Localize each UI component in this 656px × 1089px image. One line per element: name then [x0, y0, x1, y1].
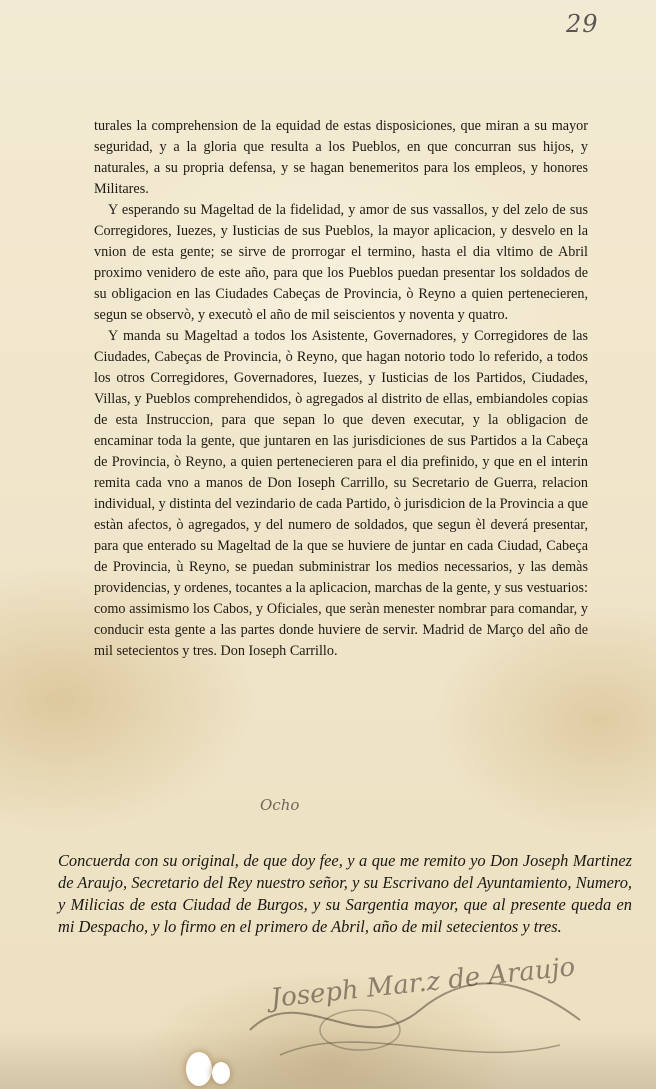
- body-text: [94, 116, 588, 662]
- page-number: 29: [566, 10, 599, 38]
- certification-text: Concuerda con su original, de que doy fee, y a que me remito yo Don Joseph Martinez de Araujo, Secretario del Rey nuestro señor, y su Escrivano del Ayuntamiento, Numero, y Milicias de esta Ciudad de Burgos, y su Sargentia mayor, que al presente queda en mi Despacho, y lo firmo en el primero de Abril, año de mil setecientos y tres.: [58, 851, 632, 936]
- paragraph-2: Y esperando su Mageltad de la fidelidad, y amor de sus vassallos, y del zelo de sus Corregidores, Iuezes, y Iusticias de sus Pueblos, la mayor aplicacion, y desvelo en la vnion de esta gente; se sirve de prorrogar el termino, hasta el dia vltimo de Abril proximo venidero de este año, para que los Pueblos puedan presentar los soldados de su obligacion en las Ciudades Cabeças de Provincia, ò Reyno a quien pertenecieren, segun se observò, y executò el año de mil seiscientos y noventa y quatro.: [94, 202, 588, 323]
- paper-hole-2: [212, 1062, 230, 1084]
- paragraph-3: Y manda su Mageltad a todos los Asistente, Governadores, y Corregidores de las Ciudades, Cabeças de Provincia, ò Reyno, que hagan notorio todo lo referido, a todos los otros Corregidores, Governadores, Iuezes, y Iusticias de los Partidos, Ciudades, Villas, y Pueblos comprehendidos, ò agregados al distrito de ellas, embiandoles copias de esta Instruccion, para que sepan lo que deven executar, y la obligacion de encaminar toda la gente, que juntaren en las jurisdiciones de sus Partidos a la Cabeça de Provincia, ò Reyno, a quien pertenecieren para el dia prefinido, y que en el interin remita cada vno a manos de Don Ioseph Carrillo, su Secretario de Guerra, relacion individual, y distinta del vezindario de cada Partido, ò jurisdicion de la Provincia a que estàn afectos, ò agregados, y del numero de soldados, que segun èl deverá presentar, para que enterado su Mageltad de la que se huviere de juntar en cada Ciudad, Cabeça de Provincia, ù Reyno, se puedan subministrar los medios necessarios, y las demàs providencias, y ordenes, tocantes a la aplicacion, marchas de la gente, y sus vestuarios: como assimismo los Cabos, y Oficiales, que seràn menester nombrar para comandar, y conducir esta gente a las partes donde huviere de servir. Madrid de Março del año de mil setecientos y tres. Don Ioseph Carrillo.: [94, 328, 588, 659]
- paragraph-1: turales la comprehension de la equidad de estas disposiciones, que miran a su mayor seguridad, y a la gloria que resulta a los Pueblos, en que concurran sus hijos, y naturales, a su propria defensa, y se hagan benemeritos para los empleos, y honores Militares.: [94, 118, 588, 197]
- paper-hole-1: [186, 1052, 212, 1086]
- signature: [240, 952, 600, 1070]
- signature-text: Joseph Mar.z de Araujo: [269, 952, 577, 1014]
- handwritten-date: Ocho: [260, 796, 300, 814]
